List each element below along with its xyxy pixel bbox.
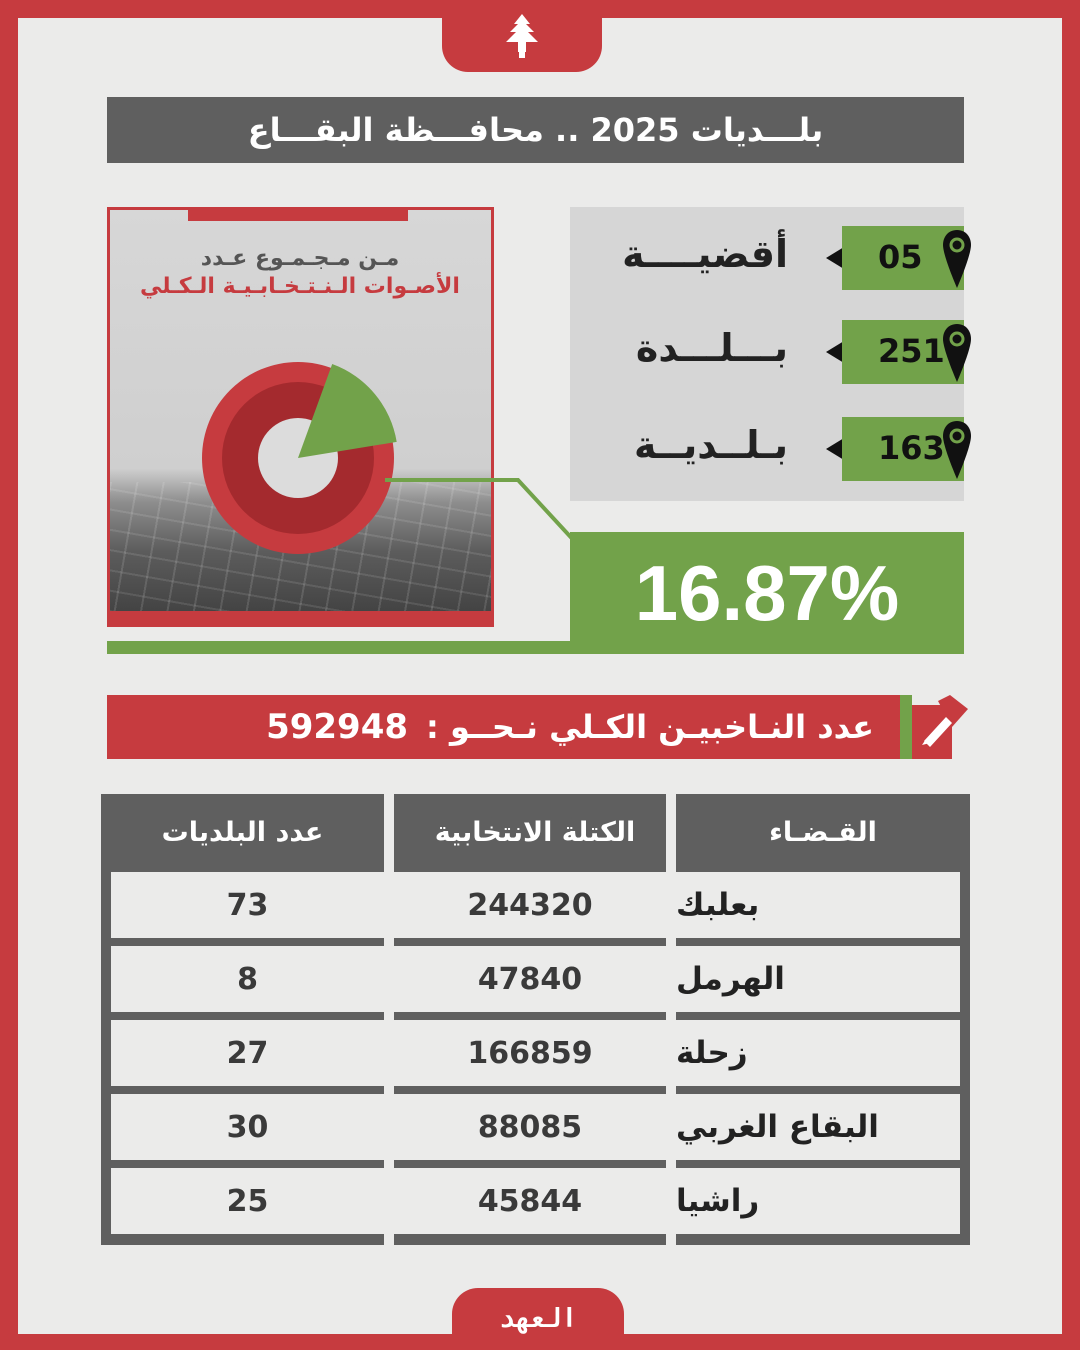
location-pin-icon [942,228,972,290]
total-voters-bar [107,695,900,759]
stat-value: 05 [878,238,923,276]
location-pin-icon [942,419,972,481]
stat-value-box [842,320,964,384]
table-cell-voters: 47840 [394,946,666,1012]
percentage-value: 16.87% [634,548,900,637]
stat-value: 163 [878,429,945,467]
districts-table [101,794,970,1245]
table-cell-municipalities: 73 [111,872,384,938]
table-cell-district: راشيا [676,1168,960,1234]
table-cell-municipalities: 25 [111,1168,384,1234]
card-caption-line2: الأصـوات الـنـتـخـابـيـة الـكـلي [140,274,460,299]
table-cell-district: زحلة [676,1020,960,1086]
stat-row-districts [570,226,964,290]
table-header-municipalities: عدد البلديات [161,816,324,848]
footer-logo-tab [452,1288,624,1350]
stat-value-box [842,226,964,290]
stat-row-towns [570,320,964,384]
stat-label: بـلــديــة [634,423,788,467]
stats-panel [570,207,964,501]
green-underline [107,641,577,654]
table-header-voters: الكتلة الانتخابية [434,816,636,848]
table-header-district: القـضـاء [769,816,877,848]
page-title-text: بلـــديات 2025 .. محافـــظة البقـــاع [247,111,824,149]
stat-label: بـــلـــدة [635,326,788,370]
percentage-box [570,532,964,654]
pen-icon [912,695,972,759]
location-pin-icon [942,322,972,384]
table-cell-district: البقاع الغربي [676,1094,960,1160]
footer-logo: العهد [498,1304,578,1334]
table-cell-municipalities: 30 [111,1094,384,1160]
table-cell-voters: 88085 [394,1094,666,1160]
table-cell-voters: 166859 [394,1020,666,1086]
stat-row-municipalities [570,417,964,481]
table-cell-voters: 244320 [394,872,666,938]
stat-label: أقضيــــة [622,232,788,276]
total-voters-label: عدد النـاخبيـن الكـلي نـحــو : [426,708,874,746]
table-cell-district: بعلبك [676,872,960,938]
table-cell-municipalities: 27 [111,1020,384,1086]
column-divider [384,794,394,1245]
table-cell-voters: 45844 [394,1168,666,1234]
table-cell-district: الهرمل [676,946,960,1012]
column-divider [666,794,676,1245]
stat-value: 251 [878,332,945,370]
card-caption-line1: مـن مـجـمـوع عـدد [200,246,400,271]
total-voters-value: 592948 [266,707,409,747]
voters-green-stripe [900,695,912,759]
table-cell-municipalities: 8 [111,946,384,1012]
stat-value-box [842,417,964,481]
